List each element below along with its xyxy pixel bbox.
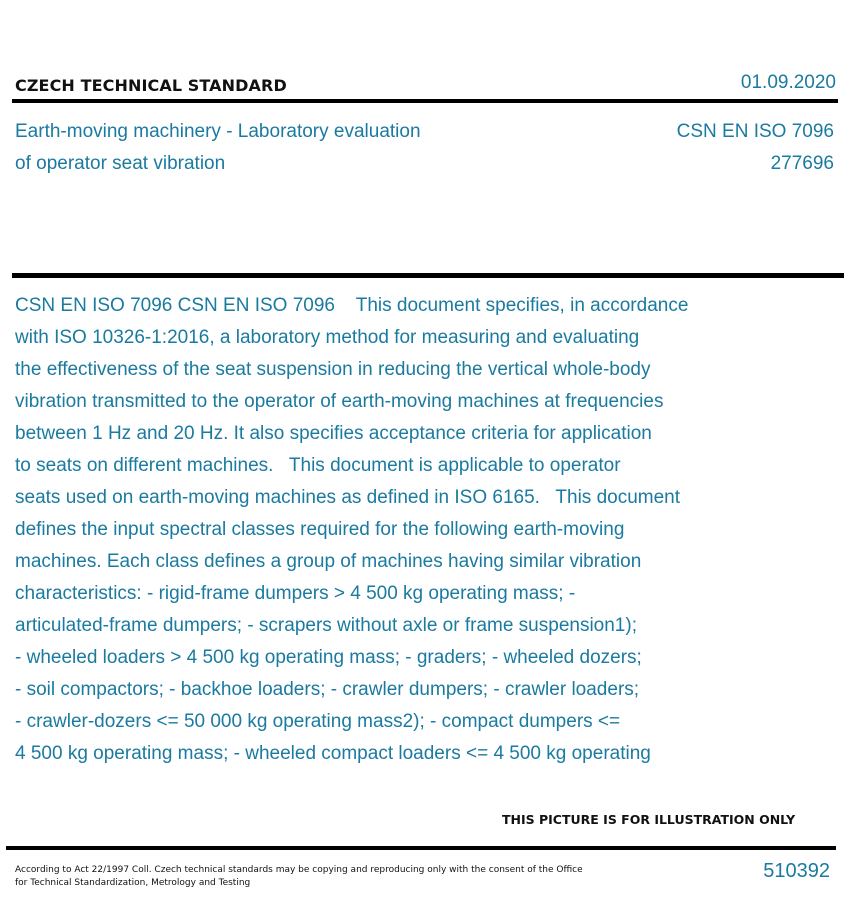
- header-rule: [12, 99, 838, 103]
- footer-rule: [6, 846, 836, 850]
- abstract-line: machines. Each class defines a group of machines having similar vibration: [15, 551, 642, 572]
- abstract-line: between 1 Hz and 20 Hz. It also specifies acceptance criteria for application: [15, 423, 652, 444]
- abstract-line: - crawler-dozers <= 50 000 kg operating mass2); - compact dumpers <=: [15, 711, 621, 732]
- standard-codes: [677, 116, 834, 180]
- abstract-line: - wheeled loaders > 4 500 kg operating mass; - graders; - wheeled dozers;: [15, 647, 642, 668]
- abstract-line: defines the input spectral classes required for the following earth-moving: [15, 519, 625, 540]
- title-line: of operator seat vibration: [15, 153, 226, 174]
- copyright-notice: [15, 864, 583, 890]
- abstract-line: 4 500 kg operating mass; - wheeled compact loaders <= 4 500 kg operating: [15, 743, 651, 764]
- abstract-line: characteristics: - rigid-frame dumpers > 4 500 kg operating mass; -: [15, 583, 576, 604]
- publication-date: 01.09.2020: [740, 72, 836, 93]
- document-title: [15, 116, 421, 180]
- abstract-line: the effectiveness of the seat suspension in reducing the vertical whole-body: [15, 359, 651, 380]
- abstract-line: vibration transmitted to the operator of earth-moving machines at frequencies: [15, 391, 664, 412]
- abstract-line: seats used on earth-moving machines as defined in ISO 6165. This document: [15, 487, 681, 508]
- catalog-number: 277696: [770, 153, 834, 174]
- title-line: Earth-moving machinery - Laboratory evaluation: [15, 121, 421, 142]
- abstract-line: - soil compactors; - backhoe loaders; - crawler dumpers; - crawler loaders;: [15, 679, 640, 700]
- copyright-line: for Technical Standardization, Metrology and Testing: [15, 878, 251, 888]
- abstract-line: articulated-frame dumpers; - scrapers without axle or frame suspension1);: [15, 615, 637, 636]
- document-id: 510392: [763, 860, 830, 882]
- section-rule: [12, 273, 844, 278]
- standard-code: CSN EN ISO 7096: [676, 121, 834, 142]
- abstract-text: [15, 290, 815, 770]
- abstract-line: with ISO 10326-1:2016, a laboratory method for measuring and evaluating: [15, 327, 640, 348]
- abstract-line: CSN EN ISO 7096 CSN EN ISO 7096 This document specifies, in accordance: [15, 295, 689, 316]
- copyright-line: According to Act 22/1997 Coll. Czech technical standards may be copying and reproducing only with the consent of the Office: [15, 865, 583, 875]
- illustration-disclaimer: THIS PICTURE IS FOR ILLUSTRATION ONLY: [502, 812, 796, 827]
- standard-header-label: CZECH TECHNICAL STANDARD: [15, 76, 287, 95]
- abstract-line: to seats on different machines. This document is applicable to operator: [15, 455, 621, 476]
